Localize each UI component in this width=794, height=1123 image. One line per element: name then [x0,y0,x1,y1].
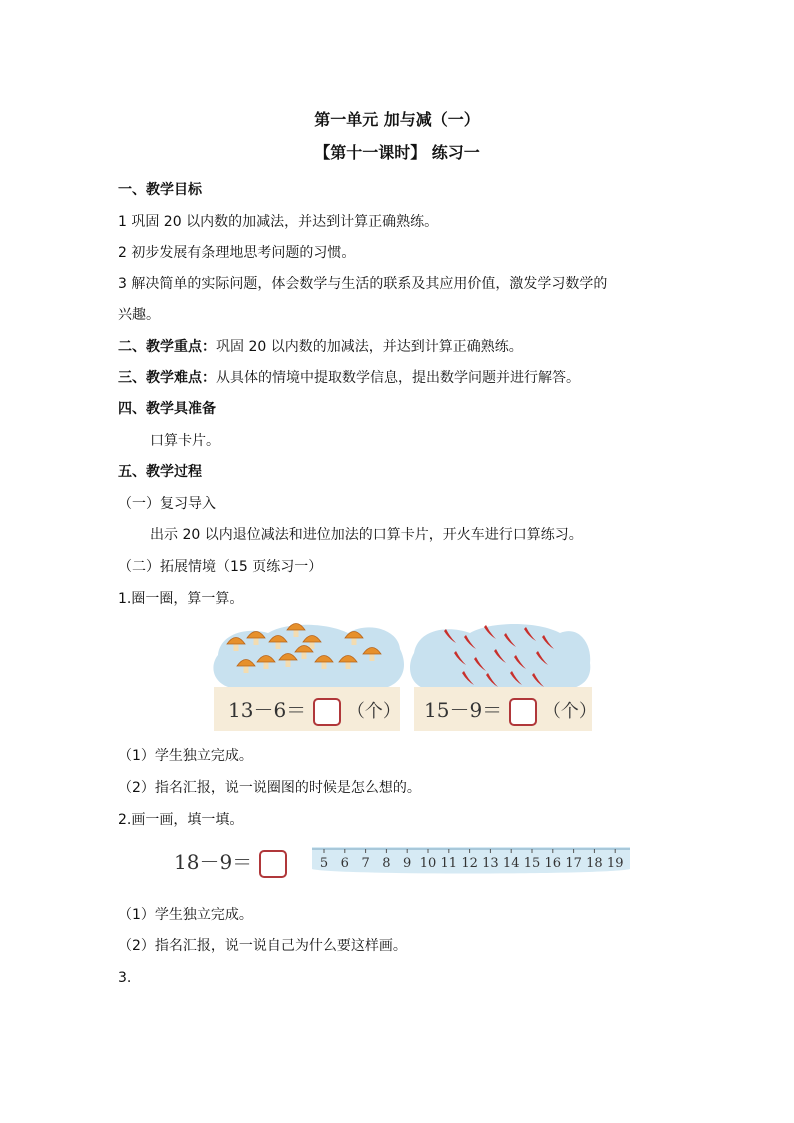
section-heading-process: 五、教学过程 [118,464,202,480]
ruler-number: 11 [440,856,458,871]
exercise2-step1: （1）学生独立完成。 [118,907,253,923]
unit-title: 第一单元 加与减（一） [314,110,480,129]
goal-item: 2 初步发展有条理地思考问题的习惯。 [118,245,356,261]
ruler-number: 7 [361,856,370,871]
ruler-number: 18 [586,856,603,871]
exercise1-title: 1.圈一圈，算一算。 [118,591,244,607]
ruler-number: 5 [319,856,329,871]
right-answer-box[interactable] [509,698,537,726]
section-heading-difficult: 三、教学难点： [118,370,216,386]
key-text: 巩固 20 以内数的加减法，并达到计算正确熟练。 [216,339,523,355]
ruler-number: 15 [523,856,541,871]
goal-item: 兴趣。 [118,307,160,323]
exercise3-title: 3. [118,970,132,986]
section-heading-materials: 四、教学具准备 [118,401,216,417]
exercise2-answer-box[interactable] [259,850,287,878]
section-heading-goals: 一、教学目标 [118,182,202,198]
left-cloud [213,625,404,687]
ruler-number: 10 [419,856,437,871]
left-equation-unit: （个） [346,701,401,722]
ruler-number: 9 [403,856,412,871]
difficult-text: 从具体的情境中提取数学信息，提出数学问题并进行解答。 [216,370,580,386]
left-equation [228,694,401,726]
exercise2-equation-text: 18－9＝ [174,850,253,874]
left-answer-box[interactable] [313,698,341,726]
ruler-number: 14 [502,856,520,871]
part1-title: （一）复习导入 [118,496,216,512]
left-equation-text: 13－6＝ [228,698,307,722]
right-equation [424,694,597,726]
ruler-number: 8 [382,856,391,871]
goal-item: 3 解决简单的实际问题，体会数学与生活的联系及其应用价值，激发学习数学的 [118,276,608,292]
lesson-title: 【第十一课时】 练习一 [314,143,480,162]
goal-item: 1 巩固 20 以内数的加减法，并达到计算正确熟练。 [118,214,439,230]
number-ruler [310,843,632,877]
ruler-number: 17 [565,856,582,871]
ruler-number: 6 [340,856,349,871]
ruler-number: 13 [482,856,499,871]
right-equation-unit: （个） [542,701,597,722]
ruler-number: 16 [544,856,562,871]
exercise1-step1: （1）学生独立完成。 [118,748,253,764]
right-equation-text: 15－9＝ [424,698,503,722]
exercise2-step2: （2）指名汇报，说一说自己为什么要这样画。 [118,938,407,954]
part2-title: （二）拓展情境（15 页练习一） [118,559,323,575]
key-points [118,337,523,357]
part1-text: 出示 20 以内退位减法和进位加法的口算卡片，开火车进行口算练习。 [150,527,583,543]
difficult-points [118,368,580,388]
materials-text: 口算卡片。 [150,433,220,449]
section-heading-key: 二、教学重点： [118,339,216,355]
exercise2-equation [174,846,287,878]
ruler-number: 19 [606,856,624,871]
exercise1-step2: （2）指名汇报，说一说圈图的时候是怎么想的。 [118,780,421,796]
ruler-number: 12 [461,856,478,871]
exercise2-title: 2.画一画，填一填。 [118,812,244,828]
